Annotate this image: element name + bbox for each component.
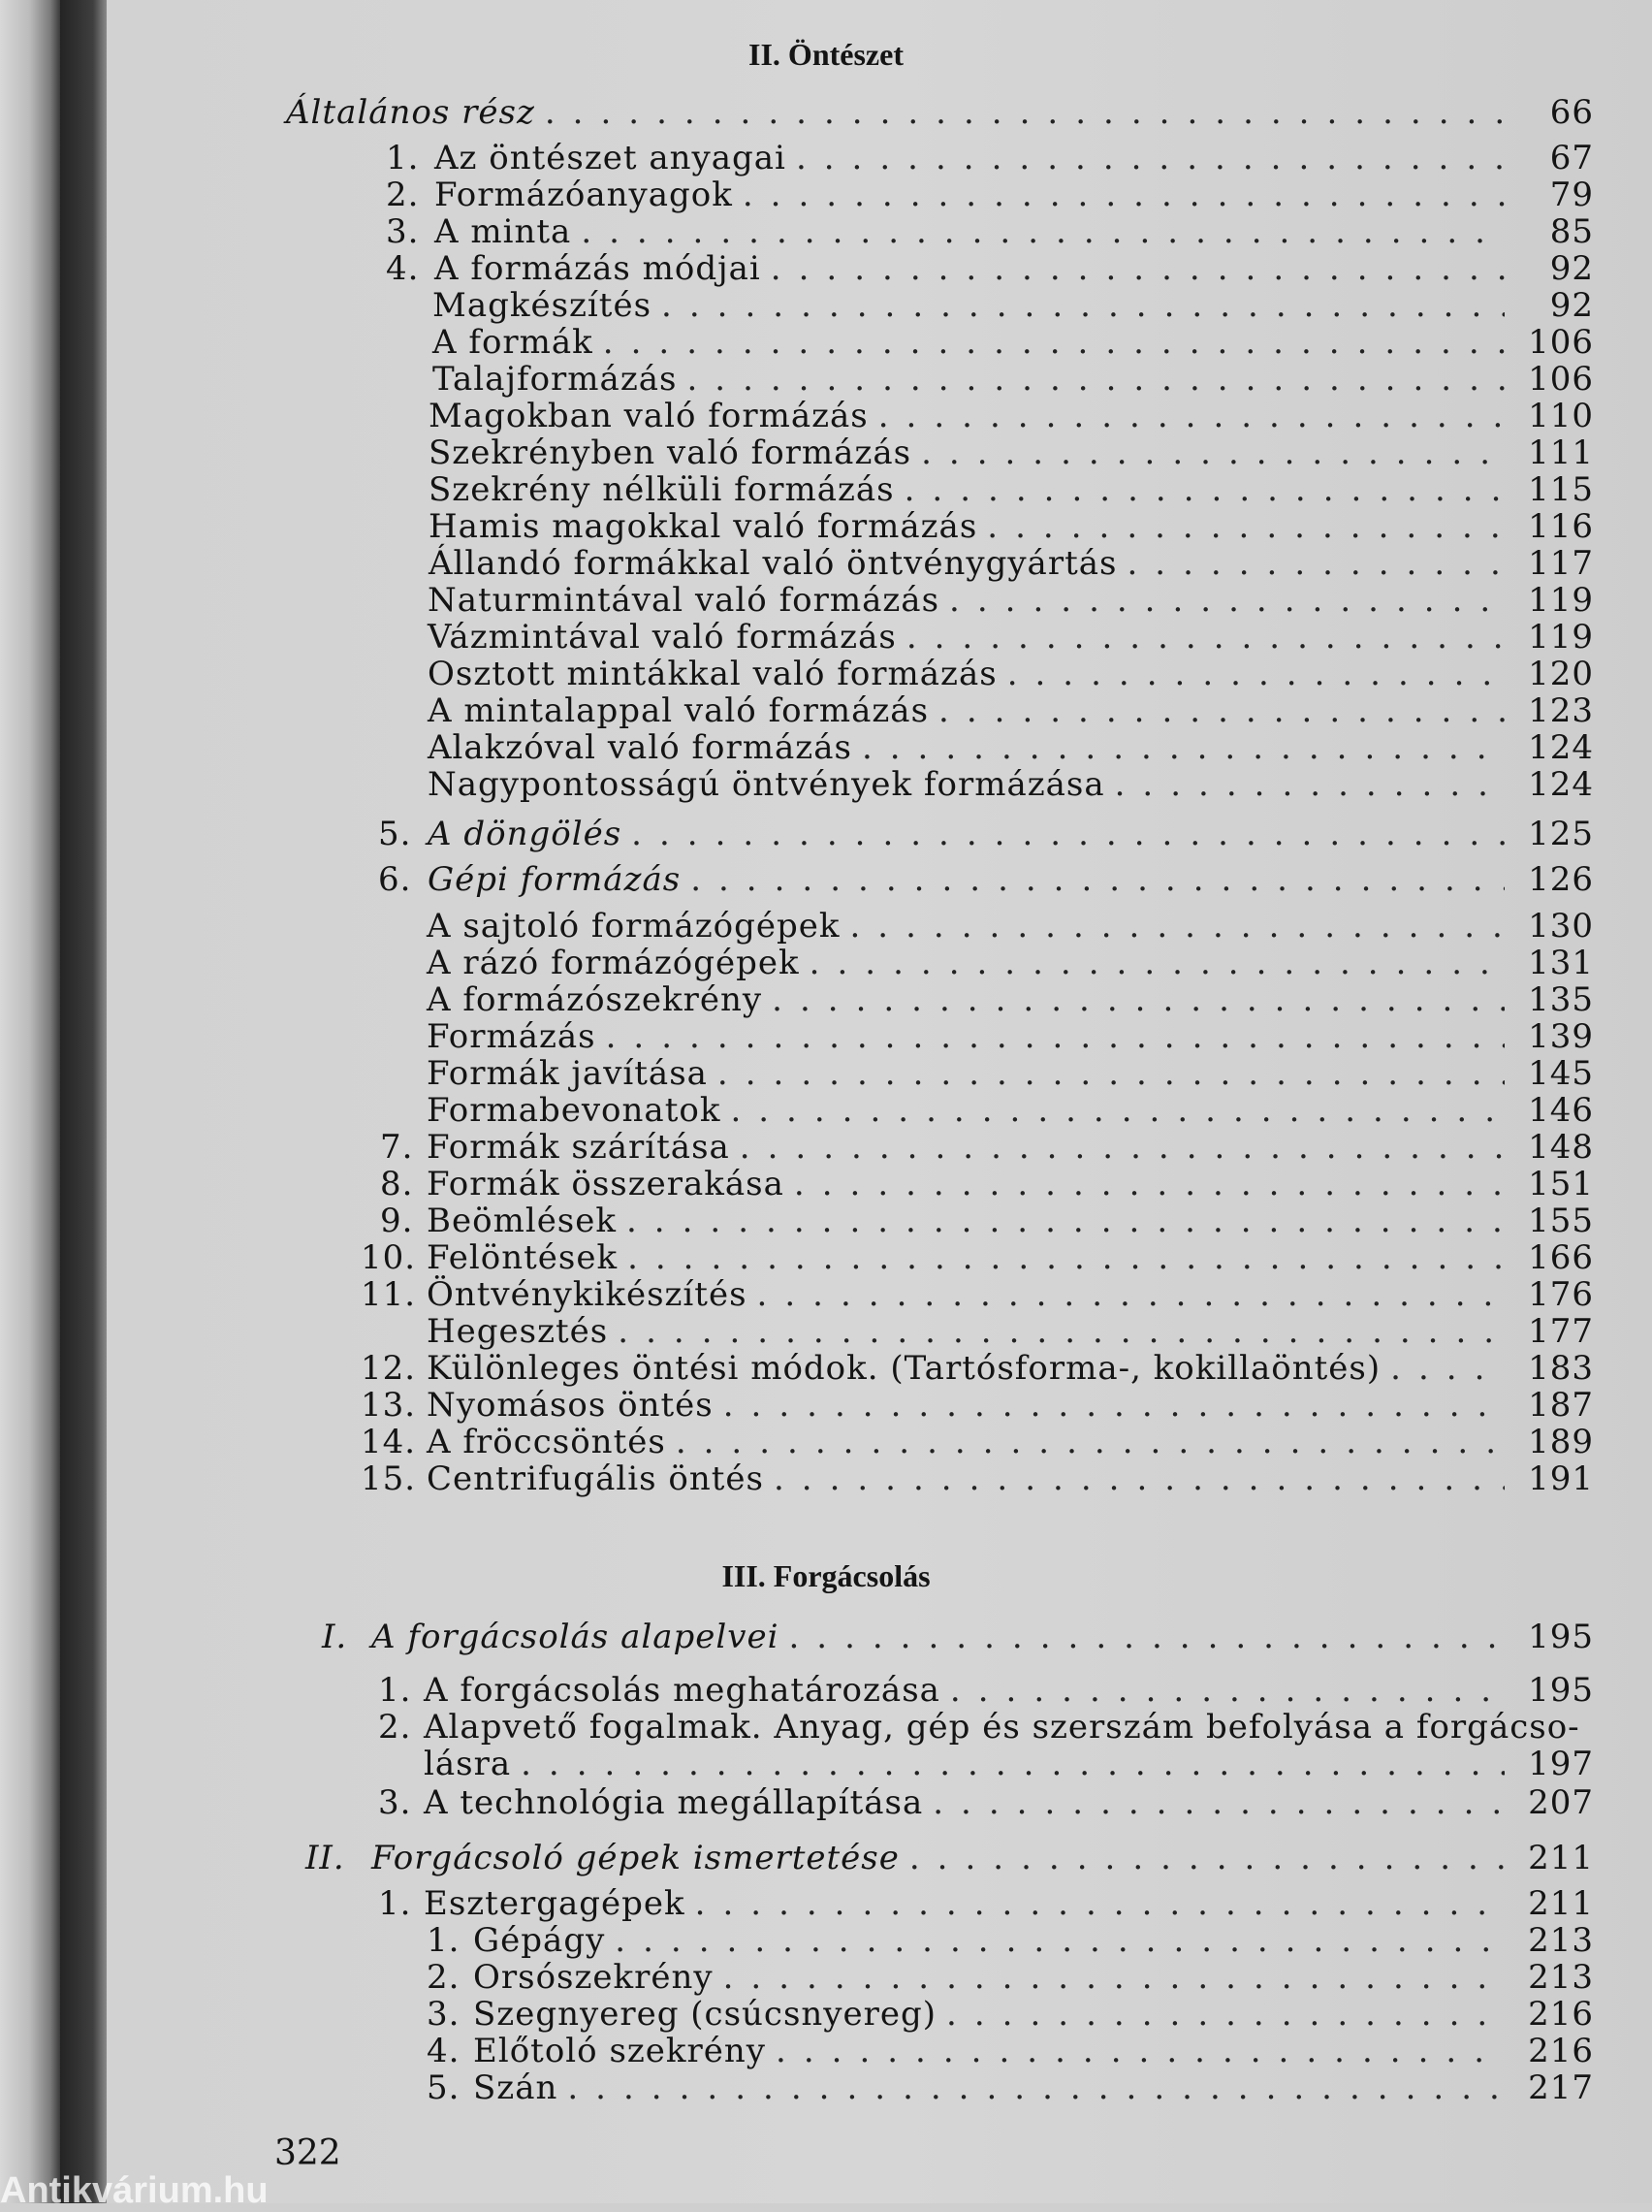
toc-entry-title: Magokban való formázás bbox=[429, 397, 869, 435]
toc-entry bbox=[428, 581, 1594, 620]
leader-dots bbox=[796, 139, 1505, 177]
leader-dots bbox=[723, 1386, 1505, 1425]
toc-entry-page: 216 bbox=[1528, 2032, 1594, 2070]
toc-entry-number: 4. bbox=[386, 249, 420, 288]
toc-entry-title: Nyomásos öntés bbox=[427, 1386, 714, 1425]
toc-entry-title: A technológia megállapítása bbox=[424, 1783, 924, 1822]
toc-entry-page: 195 bbox=[1528, 1618, 1594, 1656]
book-gutter-shadow bbox=[60, 0, 107, 2203]
toc-entry bbox=[432, 323, 1594, 362]
toc-entry-page: 115 bbox=[1528, 470, 1594, 509]
toc-entry bbox=[428, 728, 1594, 767]
leader-dots bbox=[862, 728, 1505, 767]
toc-entry-title: Formák szárítása bbox=[427, 1128, 730, 1167]
leader-dots bbox=[906, 618, 1505, 657]
toc-entry-title: A formázás módjai bbox=[434, 249, 761, 288]
toc-entry-title: Általános rész bbox=[286, 93, 535, 132]
toc-entry-page: 85 bbox=[1549, 212, 1594, 251]
toc-entry-number: 2. bbox=[386, 176, 420, 214]
leader-dots bbox=[774, 1459, 1505, 1498]
leader-dots bbox=[987, 507, 1505, 546]
leader-dots bbox=[938, 691, 1505, 730]
toc-entry-title: Felöntések bbox=[427, 1238, 619, 1277]
toc-entry bbox=[380, 1128, 1594, 1167]
toc-entry-title: Szegnyereg (csúcsnyereg) bbox=[473, 1995, 937, 2034]
toc-entry bbox=[427, 2032, 1594, 2070]
toc-entry-title: Formázás bbox=[427, 1017, 596, 1056]
leader-dots bbox=[905, 470, 1505, 509]
leader-dots bbox=[878, 397, 1505, 435]
watermark: Antikvárium.hu bbox=[0, 2170, 269, 2211]
toc-entry-page: 130 bbox=[1528, 907, 1594, 946]
leader-dots bbox=[1115, 765, 1505, 804]
leader-dots bbox=[909, 1839, 1505, 1877]
toc-entry-page: 176 bbox=[1528, 1275, 1594, 1314]
leader-dots bbox=[788, 1618, 1505, 1656]
toc-entry-title: Formák javítása bbox=[427, 1054, 708, 1093]
toc-entry-page: 119 bbox=[1528, 618, 1594, 657]
toc-entry-page: 216 bbox=[1528, 1995, 1594, 2034]
toc-entry-page: 117 bbox=[1528, 544, 1594, 583]
toc-entry bbox=[427, 907, 1594, 946]
toc-entry-title: A formák bbox=[432, 323, 593, 362]
leader-dots bbox=[949, 581, 1505, 620]
toc-entry-page: 116 bbox=[1528, 507, 1594, 546]
leader-dots bbox=[933, 1783, 1505, 1822]
toc-entry-number: II. bbox=[305, 1839, 345, 1877]
toc-entry-page: 124 bbox=[1528, 765, 1594, 804]
toc-entry-page: 189 bbox=[1528, 1423, 1594, 1461]
toc-entry-page: 191 bbox=[1528, 1459, 1594, 1498]
toc-entry-title: A forgácsolás alapelvei bbox=[371, 1618, 779, 1656]
toc-entry-title: Hamis magokkal való formázás bbox=[429, 507, 978, 546]
toc-entry-number: 1. bbox=[427, 1921, 461, 1960]
toc-entry bbox=[305, 1839, 1594, 1877]
toc-entry-title: Szekrényben való formázás bbox=[429, 433, 912, 472]
toc-entry-title: Formabevonatok bbox=[427, 1091, 721, 1130]
toc-entry-number: 7. bbox=[380, 1128, 414, 1167]
toc-entry-number: 1. bbox=[378, 1884, 412, 1923]
toc-entry-title: Gépágy bbox=[473, 1921, 606, 1960]
toc-entry bbox=[428, 765, 1594, 804]
toc-entry-number: 9. bbox=[380, 1202, 414, 1240]
toc-entry-page: 126 bbox=[1528, 860, 1594, 899]
leader-dots bbox=[606, 1017, 1505, 1056]
toc-entry bbox=[361, 1423, 1594, 1461]
toc-entry bbox=[361, 1349, 1594, 1388]
toc-entry-number: 1. bbox=[386, 139, 420, 177]
toc-entry-number: 3. bbox=[378, 1783, 412, 1822]
toc-entry bbox=[286, 93, 1594, 132]
toc-entry-title: Szekrény nélküli formázás bbox=[429, 470, 895, 509]
toc-entry-page: 197 bbox=[1528, 1745, 1594, 1783]
toc-entry-number: 1. bbox=[378, 1671, 412, 1710]
toc-entry bbox=[427, 1091, 1594, 1130]
toc-entry-number: 14. bbox=[361, 1423, 417, 1461]
toc-entry bbox=[427, 1312, 1594, 1351]
toc-entry bbox=[427, 944, 1594, 982]
toc-entry-page: 106 bbox=[1528, 360, 1594, 399]
toc-entry-page: 177 bbox=[1528, 1312, 1594, 1351]
toc-entry-page: 145 bbox=[1528, 1054, 1594, 1093]
toc-entry-number: 3. bbox=[386, 212, 420, 251]
toc-entry-page: 106 bbox=[1528, 323, 1594, 362]
toc-entry-number: 2. bbox=[427, 1958, 461, 1997]
leader-dots bbox=[631, 815, 1505, 853]
toc-entry bbox=[427, 1995, 1594, 2034]
toc-entry-title-continued: lásra bbox=[424, 1745, 512, 1783]
toc-entry-number: 11. bbox=[361, 1275, 417, 1314]
toc-entry-page: 166 bbox=[1528, 1238, 1594, 1277]
section-title-forgacsolas: III. Forgácsolás bbox=[721, 1558, 931, 1593]
leader-dots bbox=[581, 212, 1505, 251]
leader-dots bbox=[686, 360, 1505, 399]
toc-entry-number: 3. bbox=[427, 1995, 461, 2034]
page-number: 322 bbox=[274, 2133, 341, 2173]
toc-entry-number: 5. bbox=[378, 815, 412, 853]
toc-entry bbox=[378, 860, 1594, 899]
toc-entry-page: 124 bbox=[1528, 728, 1594, 767]
leader-dots bbox=[618, 1312, 1505, 1351]
toc-entry-title: Szán bbox=[473, 2068, 558, 2107]
toc-entry-title: A forgácsolás meghatározása bbox=[424, 1671, 940, 1710]
toc-entry-title: Alapvető fogalmak. Anyag, gép és szerszám befolyása a forgácso- bbox=[424, 1708, 1580, 1747]
toc-entry-page: 151 bbox=[1528, 1165, 1594, 1203]
toc-entry-page: 195 bbox=[1528, 1671, 1594, 1710]
toc-entry-title: Öntvénykikészítés bbox=[427, 1275, 747, 1314]
leader-dots bbox=[723, 1958, 1505, 1997]
toc-entry-title: Különleges öntési módok. (Tartósforma-, kokillaöntés) bbox=[427, 1349, 1382, 1388]
toc-entry-page: 139 bbox=[1528, 1017, 1594, 1056]
leader-dots bbox=[921, 433, 1505, 472]
toc-entry bbox=[428, 655, 1594, 693]
toc-entry bbox=[429, 544, 1594, 583]
toc-entry bbox=[432, 360, 1594, 399]
toc-entry bbox=[380, 1165, 1594, 1203]
toc-entry-page: 213 bbox=[1528, 1958, 1594, 1997]
leader-dots bbox=[1007, 655, 1505, 693]
toc-entry bbox=[429, 397, 1594, 435]
toc-entry bbox=[429, 507, 1594, 546]
toc-entry-page: 92 bbox=[1549, 286, 1594, 325]
toc-entry-page: 111 bbox=[1528, 433, 1594, 472]
toc-entry-title: A fröccsöntés bbox=[427, 1423, 666, 1461]
leader-dots bbox=[776, 2032, 1505, 2070]
toc-entry bbox=[386, 212, 1594, 251]
toc-entry-number: 10. bbox=[361, 1238, 417, 1277]
leader-dots bbox=[772, 980, 1505, 1019]
leader-dots bbox=[695, 1884, 1505, 1923]
toc-entry-page: 92 bbox=[1549, 249, 1594, 288]
toc-entry-page: 213 bbox=[1528, 1921, 1594, 1960]
toc-entry-number: 8. bbox=[380, 1165, 414, 1203]
leader-dots bbox=[615, 1921, 1505, 1960]
toc-entry-number: 4. bbox=[427, 2032, 461, 2070]
toc-entry-title: Gépi formázás bbox=[428, 860, 682, 899]
toc-entry bbox=[378, 815, 1594, 853]
toc-entry-title: Nagypontosságú öntvények formázása bbox=[428, 765, 1105, 804]
toc-entry-page: 123 bbox=[1528, 691, 1594, 730]
toc-entry-page: 131 bbox=[1528, 944, 1594, 982]
toc-entry-title: A sajtoló formázógépek bbox=[427, 907, 841, 946]
toc-entry bbox=[361, 1275, 1594, 1314]
leader-dots bbox=[950, 1671, 1505, 1710]
toc-entry bbox=[361, 1459, 1594, 1498]
section-title-ontészet: II. Öntészet bbox=[748, 37, 904, 72]
toc-entry-title: Az öntészet anyagai bbox=[434, 139, 786, 177]
leader-dots bbox=[690, 860, 1505, 899]
toc-entry-page: 79 bbox=[1549, 176, 1594, 214]
leader-dots bbox=[730, 1091, 1505, 1130]
toc-entry-page: 217 bbox=[1528, 2068, 1594, 2107]
leader-dots bbox=[661, 286, 1505, 325]
toc-entry-title: Orsószekrény bbox=[473, 1958, 714, 1997]
toc-entry-title: Beömlések bbox=[427, 1202, 617, 1240]
toc-entry-number: I. bbox=[322, 1618, 348, 1656]
toc-entry-title: Centrifugális öntés bbox=[427, 1459, 764, 1498]
toc-entry-title: Formázóanyagok bbox=[434, 176, 733, 214]
toc-entry bbox=[378, 1783, 1594, 1822]
leader-dots bbox=[545, 93, 1505, 132]
toc-entry-page: 207 bbox=[1528, 1783, 1594, 1822]
toc-entry-page: 135 bbox=[1528, 980, 1594, 1019]
toc-entry bbox=[386, 176, 1594, 214]
leader-dots bbox=[603, 323, 1505, 362]
toc-entry bbox=[428, 691, 1594, 730]
toc-entry-title: Előtoló szekrény bbox=[473, 2032, 767, 2070]
leader-dots bbox=[627, 1238, 1505, 1277]
toc-entry-title: Naturmintával való formázás bbox=[428, 581, 940, 620]
toc-entry bbox=[427, 1054, 1594, 1093]
leader-dots bbox=[717, 1054, 1505, 1093]
toc-entry-page: 148 bbox=[1528, 1128, 1594, 1167]
leader-dots bbox=[849, 907, 1505, 946]
toc-entry bbox=[386, 249, 1594, 288]
toc-entry-title: Osztott mintákkal való formázás bbox=[428, 655, 998, 693]
toc-entry-title: A formázószekrény bbox=[427, 980, 763, 1019]
leader-dots bbox=[946, 1995, 1505, 2034]
toc-entry-page: 67 bbox=[1549, 139, 1594, 177]
toc-entry-title: A rázó formázógépek bbox=[427, 944, 800, 982]
toc-entry-title: Forgácsoló gépek ismertetése bbox=[371, 1839, 900, 1877]
toc-entry-title: Vázmintával való formázás bbox=[428, 618, 897, 657]
toc-entry-page: 211 bbox=[1528, 1839, 1594, 1877]
toc-entry-title: Hegesztés bbox=[427, 1312, 609, 1351]
toc-entry bbox=[427, 1921, 1594, 1960]
toc-entry-page: 155 bbox=[1528, 1202, 1594, 1240]
toc-entry-title: Állandó formákkal való öntvénygyártás bbox=[429, 544, 1118, 583]
leader-dots bbox=[740, 1128, 1505, 1167]
leader-dots bbox=[771, 249, 1505, 288]
leader-dots bbox=[1390, 1349, 1505, 1388]
toc-entry-page: 125 bbox=[1528, 815, 1594, 853]
toc-entry-number: 12. bbox=[361, 1349, 417, 1388]
toc-entry-page: 120 bbox=[1528, 655, 1594, 693]
toc-entry-title: A mintalappal való formázás bbox=[428, 691, 930, 730]
toc-entry bbox=[361, 1386, 1594, 1425]
leader-dots bbox=[567, 2068, 1505, 2107]
toc-entry bbox=[427, 980, 1594, 1019]
toc-entry bbox=[378, 1884, 1594, 1923]
toc-entry-title: A döngölés bbox=[428, 815, 622, 853]
leader-dots bbox=[757, 1275, 1505, 1314]
toc-entry-number: 6. bbox=[378, 860, 412, 899]
toc-entry bbox=[429, 433, 1594, 472]
toc-entry-page: 146 bbox=[1528, 1091, 1594, 1130]
toc-entry bbox=[386, 139, 1594, 177]
toc-entry-number: 2. bbox=[378, 1708, 412, 1747]
toc-entry-page: 211 bbox=[1528, 1884, 1594, 1923]
toc-entry-title: Alakzóval való formázás bbox=[428, 728, 852, 767]
toc-entry bbox=[427, 1017, 1594, 1056]
leader-dots bbox=[810, 944, 1505, 982]
leader-dots bbox=[521, 1745, 1505, 1783]
toc-entry-title: A minta bbox=[434, 212, 572, 251]
toc-entry-title: Magkészítés bbox=[432, 286, 652, 325]
toc-entry-title: Formák összerakása bbox=[427, 1165, 784, 1203]
toc-entry bbox=[361, 1238, 1594, 1277]
toc-entry bbox=[427, 2068, 1594, 2107]
toc-entry-title: Talajformázás bbox=[432, 360, 678, 399]
toc-entry-page: 119 bbox=[1528, 581, 1594, 620]
toc-entry-title: Esztergagépek bbox=[424, 1884, 685, 1923]
book-spine-edge bbox=[0, 0, 60, 2203]
toc-entry-page: 183 bbox=[1528, 1349, 1594, 1388]
toc-entry-number: 15. bbox=[361, 1459, 417, 1498]
toc-entry-number: 13. bbox=[361, 1386, 417, 1425]
toc-entry bbox=[378, 1671, 1594, 1710]
toc-entry-number: 5. bbox=[427, 2068, 461, 2107]
leader-dots bbox=[676, 1423, 1505, 1461]
toc-entry bbox=[428, 618, 1594, 657]
leader-dots bbox=[743, 176, 1505, 214]
leader-dots bbox=[626, 1202, 1505, 1240]
toc-entry-page: 187 bbox=[1528, 1386, 1594, 1425]
toc-entry bbox=[380, 1202, 1594, 1240]
toc-entry bbox=[429, 470, 1594, 509]
leader-dots bbox=[794, 1165, 1505, 1203]
leader-dots bbox=[1127, 544, 1505, 583]
toc-entry bbox=[322, 1618, 1594, 1656]
toc-entry bbox=[432, 286, 1594, 325]
toc-entry-page: 66 bbox=[1549, 93, 1594, 132]
toc-entry-page: 110 bbox=[1528, 397, 1594, 435]
toc-entry bbox=[427, 1958, 1594, 1997]
